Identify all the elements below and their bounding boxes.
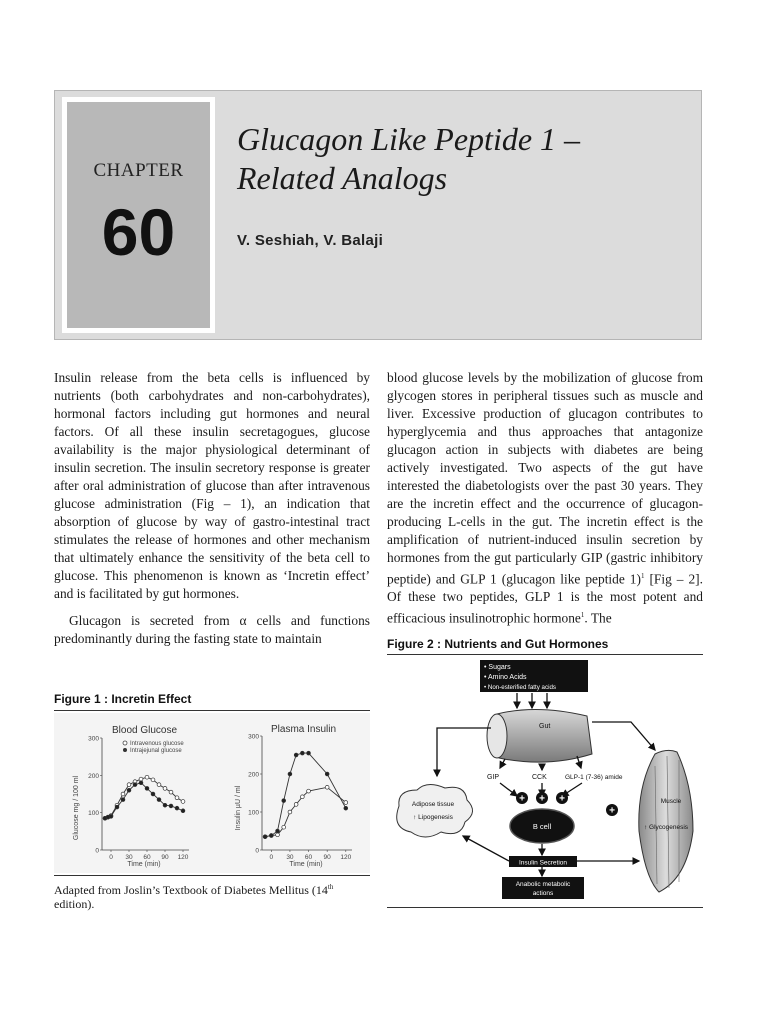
data-point — [157, 798, 161, 802]
y-tick-label: 100 — [88, 810, 99, 818]
anabolic-label-2: actions — [532, 890, 554, 897]
lipogenesis-label: ↑ Lipogenesis — [413, 814, 453, 821]
data-point — [344, 806, 348, 810]
data-point — [169, 804, 173, 808]
chapter-box — [62, 97, 215, 333]
chapter-number: 60 — [101, 195, 176, 269]
data-point — [325, 785, 329, 789]
data-point — [307, 751, 311, 755]
adipose-tissue-cloud — [397, 784, 473, 837]
x-tick-label: 90 — [323, 854, 331, 861]
data-point — [325, 772, 329, 776]
figure-2-bottom-rule — [387, 907, 703, 908]
title-line-2: Related Analogs — [237, 160, 448, 196]
body-column-right — [387, 369, 703, 628]
source-superscript: th — [327, 883, 334, 891]
cck-label: CCK — [532, 774, 547, 781]
body-column-left — [54, 369, 370, 648]
data-point — [282, 799, 286, 803]
data-point — [121, 798, 125, 802]
paragraph-text: . The — [584, 610, 612, 626]
x-tick-label: 0 — [269, 854, 274, 861]
figure-1-chart — [54, 713, 370, 873]
anabolic-label-1: Anabolic metabolic — [515, 881, 571, 888]
data-point — [300, 795, 304, 799]
data-point — [109, 815, 113, 819]
source-text-end: edition). — [54, 897, 95, 911]
x-tick-label: 60 — [143, 854, 151, 861]
x-tick-label: 120 — [177, 854, 189, 861]
legend-intravenous: Intravenous glucose — [130, 741, 184, 747]
x-tick-label: 90 — [161, 854, 169, 861]
data-point — [139, 781, 143, 785]
y-tick-label: 200 — [88, 772, 99, 780]
source-text: Adapted from Joslin’s Textbook of Diabetes Mellitus (14 — [54, 883, 328, 897]
gip-label: GIP — [487, 774, 500, 781]
chapter-title — [237, 120, 687, 198]
data-point — [139, 777, 143, 781]
right-panel-xlabel: Time (min) — [289, 861, 323, 868]
paragraph: Insulin release from the beta cells is influenced by nutrients (both carbohydrates and non-carbohydrates), hormonal factors including gut hormones and neural factors. Of all these insulin secretagogues, glucose availability is the major physiological determinant of insulin secretion. The insulin secretory response is greater after oral administration of glucose than after intravenous glucose administration (Fig – 1), an indication that absorption of glucose by way of gastro-intestinal tract stimulates the release of hormones and other mechanism that ultimately enhance the sensitivity of the beta cell to glucose. This phenomenon is known as ‘Incretin effect’ and is facilitated by gut hormones. — [54, 370, 370, 601]
paragraph: Glucagon is secreted from α cells and functions predominantly during the fasting state to maintain — [54, 613, 370, 646]
figure-1-top-rule — [54, 710, 370, 711]
glp1-label: GLP-1 (7-36) amide — [565, 774, 623, 781]
plus-icon: + — [609, 805, 615, 817]
data-point — [145, 787, 149, 791]
data-point — [294, 753, 298, 757]
citation-1: 1 — [640, 572, 645, 580]
y-tick-label: 300 — [248, 733, 259, 741]
left-panel-legend — [123, 741, 184, 754]
data-point — [263, 835, 267, 839]
x-tick-label: 0 — [109, 854, 113, 861]
data-point — [181, 800, 185, 804]
data-point — [294, 803, 298, 807]
y-tick-label: 300 — [88, 735, 99, 743]
title-line-1: Glucagon Like Peptide 1 – — [237, 121, 581, 157]
data-point — [127, 788, 131, 792]
gut-shape — [497, 709, 592, 762]
data-point — [307, 789, 311, 793]
data-point — [163, 787, 167, 791]
data-point — [282, 825, 286, 829]
x-tick-label: 30 — [286, 854, 294, 861]
data-point — [169, 790, 173, 794]
authors: V. Seshiah, V. Balaji — [237, 232, 384, 249]
y-tick-label: 100 — [248, 809, 259, 817]
y-tick-label: 200 — [248, 771, 259, 779]
data-point — [151, 792, 155, 796]
left-panel-ylabel: Glucose mg / 100 ml — [73, 775, 80, 841]
figure-2-top-rule — [387, 654, 703, 655]
x-tick-label: 30 — [125, 854, 133, 861]
paragraph-text: [Fig – 2]. Of these two peptides, GLP 1 is the most potent and efficacious insulinotrophic hormone — [387, 571, 703, 626]
left-panel-title: Blood Glucose — [112, 725, 178, 736]
muscle-label: Muscle — [660, 798, 682, 805]
nutrient-nefa: • Non-esterified fatty acids — [484, 684, 556, 691]
paragraph-text: blood glucose levels by the mobilization of glucose from glycogen stores in peripheral tissues such as muscle and liver. Excessive production of glucagon contributes to hyperglycemia and thus approaches that antagonize glucagon action in subjects with diabetes are being actively investigated. Two aspects of the gut have interested the diabetologists over the past 30 years. They are the incretin effect and the occurrence of glucagon-producing L-cells in the gut. The incretin effect is the amplification of nutrient-induced insulin secretion by hormones from the gut particularly GIP (gastric inhibitory peptide) and GLP 1 (glucagon like peptide 1) — [387, 370, 703, 587]
x-tick-label: 60 — [304, 854, 313, 861]
data-point — [175, 796, 179, 800]
paragraph — [387, 369, 703, 628]
data-point — [115, 805, 119, 809]
right-panel-ylabel: Insulin µU / ml — [235, 785, 242, 831]
data-point — [276, 829, 280, 833]
data-point — [121, 792, 125, 796]
b-cell-label: B cell — [532, 822, 552, 831]
figure-1-bottom-rule — [54, 875, 370, 876]
data-point — [181, 809, 185, 813]
figure-1-source — [54, 880, 374, 911]
citation-1: 1 — [580, 611, 585, 620]
adipose-label: Adipose tissue — [411, 801, 455, 808]
data-point — [133, 783, 137, 787]
nutrient-sugars: • Sugars — [484, 664, 511, 671]
figure-2-caption: Figure 2 : Nutrients and Gut Hormones — [387, 637, 609, 651]
plus-icon: + — [519, 793, 525, 805]
gut-label: Gut — [539, 723, 551, 730]
figure-1-caption: Figure 1 : Incretin Effect — [54, 692, 192, 706]
right-panel-title: Plasma Insulin — [271, 724, 337, 735]
plus-icon: + — [539, 793, 545, 805]
y-tick-label: 0 — [255, 847, 259, 855]
data-point — [157, 783, 161, 787]
muscle-shape — [639, 750, 693, 892]
data-point — [151, 778, 155, 782]
x-tick-label: 120 — [340, 854, 352, 861]
figure-2-diagram — [387, 656, 703, 906]
data-point — [300, 751, 304, 755]
legend-intrajejunal: Intrajejunal glucose — [130, 748, 182, 754]
data-point — [145, 775, 149, 779]
data-point — [344, 801, 348, 805]
chapter-label: CHAPTER — [93, 160, 184, 181]
data-point — [269, 834, 273, 838]
nutrient-amino-acids: • Amino Acids — [484, 674, 527, 681]
y-tick-label: 0 — [95, 847, 99, 855]
data-point — [288, 810, 292, 814]
data-point — [127, 783, 131, 787]
glycogenesis-label: ↑ Glycogenesis — [643, 824, 689, 831]
data-point — [288, 772, 292, 776]
data-point — [276, 833, 280, 837]
data-point — [175, 806, 179, 810]
left-panel-xlabel: Time (min) — [127, 861, 161, 868]
insulin-secretion-label: Insulin Secretion — [518, 859, 568, 867]
data-point — [163, 803, 167, 807]
plus-icon: + — [559, 793, 565, 805]
